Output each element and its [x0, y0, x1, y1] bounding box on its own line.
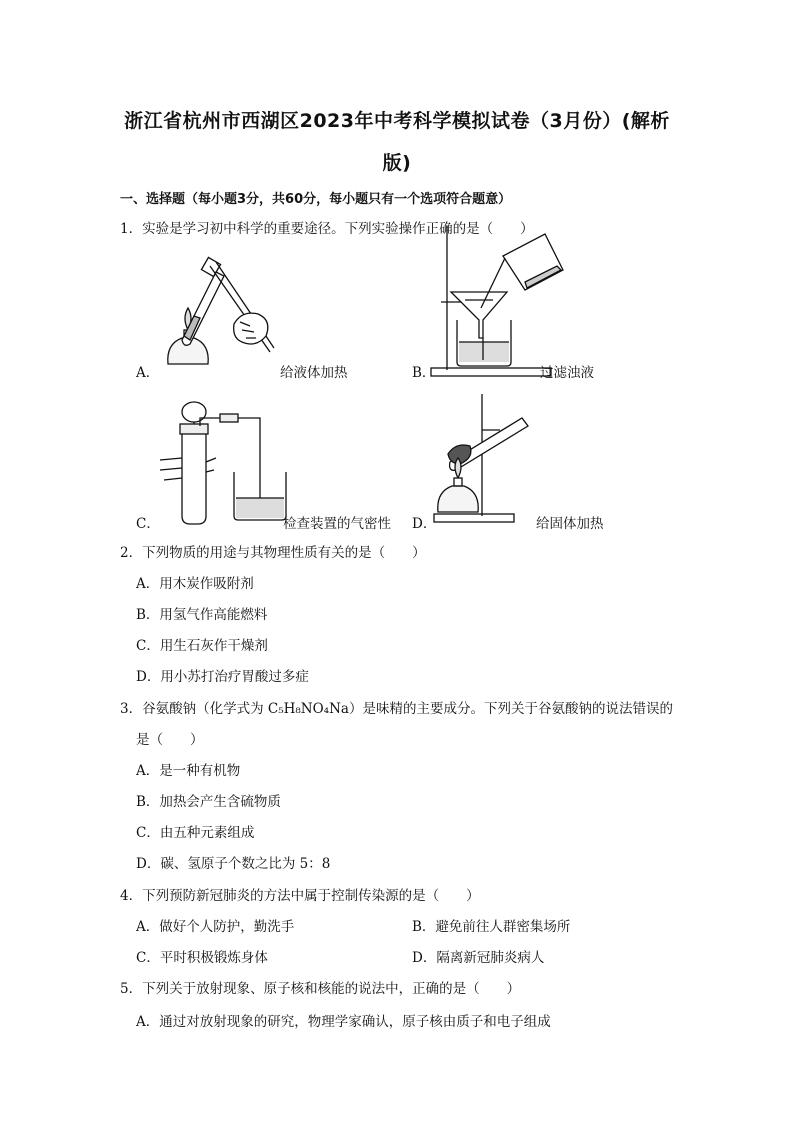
question-1-stem: 1．实验是学习初中科学的重要途径。下列实验操作正确的是（ ）	[120, 221, 534, 237]
question-1-option-d-letter: D．	[412, 516, 437, 532]
question-2-option-d: D．用小苏打治疗胃酸过多症	[136, 669, 309, 685]
page-title: 浙江省杭州市西湖区2023年中考科学模拟试卷（3月份）(解析版)	[124, 110, 670, 174]
question-4-option-c: C．平时积极锻炼身体	[136, 950, 268, 966]
question-1-option-b-caption: 过滤浊液	[540, 365, 594, 381]
question-3-option-c: C．由五种元素组成	[136, 825, 255, 841]
question-1-option-b-letter: B．	[412, 365, 436, 381]
question-1-option-d-caption: 给固体加热	[536, 516, 604, 532]
question-1-option-a-letter: A．	[136, 365, 160, 381]
question-3-stem-line2: 是（ ）	[136, 732, 204, 748]
question-4-option-d: D．隔离新冠肺炎病人	[412, 950, 545, 966]
figure-heating-solid	[430, 392, 540, 524]
question-1-option-c-letter: C．	[136, 516, 160, 532]
question-5-option-a: A．通过对放射现象的研究，物理学家确认，原子核由质子和电子组成	[136, 1014, 551, 1030]
question-4-option-a: A．做好个人防护，勤洗手	[136, 919, 295, 935]
question-2-option-b: B．用氢气作高能燃料	[136, 607, 268, 623]
question-1-option-c-caption: 检查装置的气密性	[283, 516, 391, 532]
question-4-option-b: B．避免前往人群密集场所	[412, 919, 571, 935]
question-2-option-a: A．用木炭作吸附剂	[136, 576, 254, 592]
question-1-option-a-caption: 给液体加热	[280, 365, 348, 381]
question-2-option-c: C．用生石灰作干燥剂	[136, 638, 268, 654]
question-3-option-d: D．碳、氢原子个数之比为 5：8	[136, 856, 331, 872]
question-3-option-b: B．加热会产生含硫物质	[136, 794, 281, 810]
figure-heating-liquid	[160, 252, 290, 372]
question-3-option-a: A．是一种有机物	[136, 763, 241, 779]
question-2-stem: 2．下列物质的用途与其物理性质有关的是（ ）	[120, 545, 426, 561]
section-heading: 一、选择题（每小题3分，共60分，每小题只有一个选项符合题意）	[120, 192, 512, 207]
figure-filtration	[425, 220, 575, 380]
question-4-stem: 4．下列预防新冠肺炎的方法中属于控制传染源的是（ ）	[120, 888, 480, 904]
question-3-stem-line1: 3．谷氨酸钠（化学式为 C₅H₈NO₄Na）是味精的主要成分。下列关于谷氨酸钠的说法错误的	[120, 701, 673, 717]
figure-airtightness-check	[160, 398, 290, 526]
question-5-stem: 5．下列关于放射现象、原子核和核能的说法中，正确的是（ ）	[120, 981, 521, 997]
